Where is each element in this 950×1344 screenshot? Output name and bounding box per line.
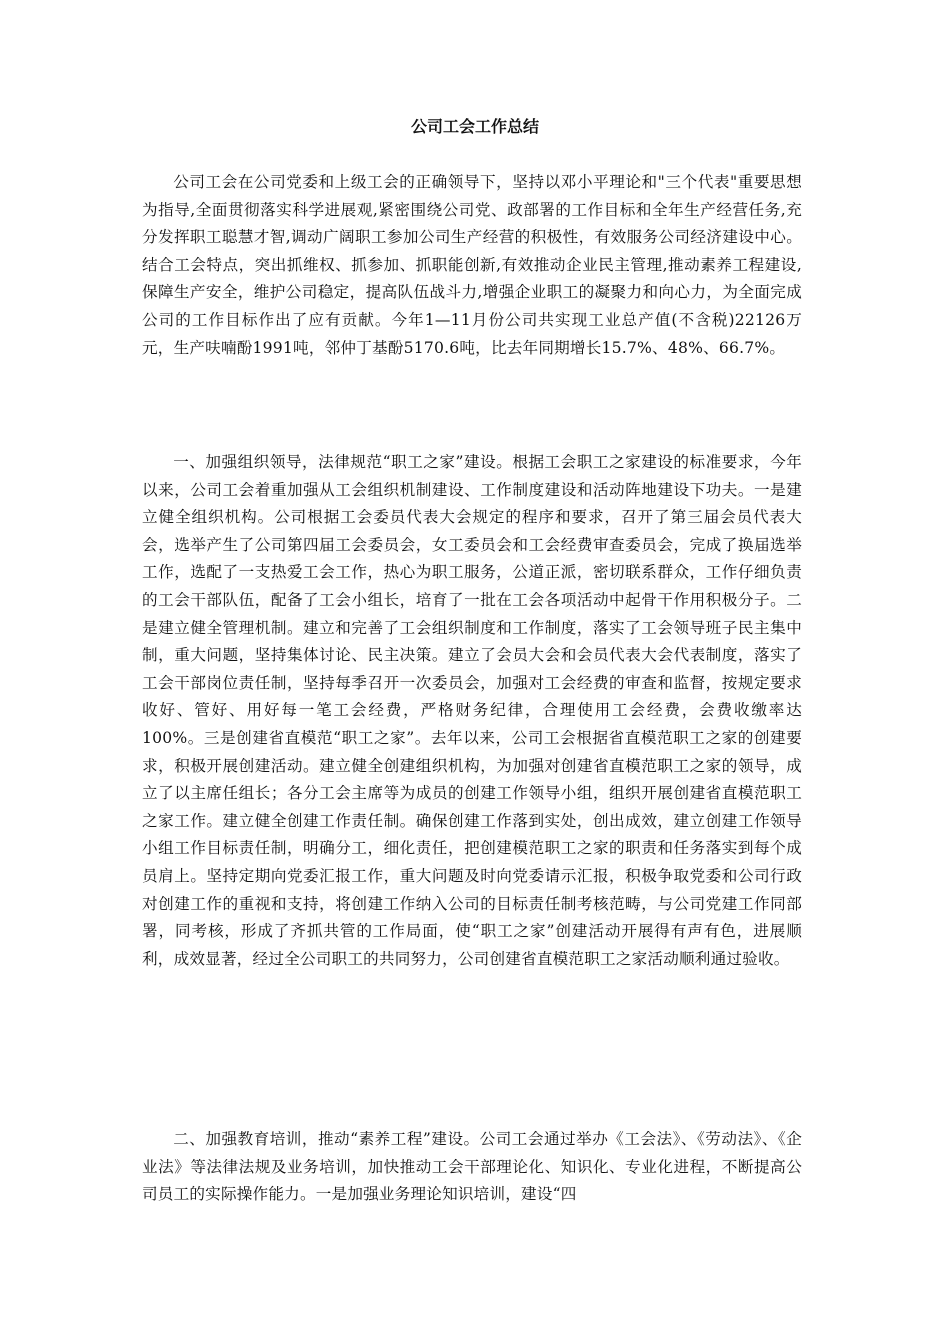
paragraph-section-one: 一、加强组织领导，法律规范“职工之家”建设。根据工会职工之家建设的标准要求，今年以来，公司工会着重加强从工会组织机制建设、工作制度建设和活动阵地建设下功夫。一是建立健全组织机构。公司根据工会委员代表大会规定的程序和要求，召开了第三届会员代表大会，选举产生了公司第四届工会委员会，女工委员会和工会经费审查委员会，完成了换届选举工作，选配了一支热爱工会工作，热心为职工服务，公道正派，密切联系群众，工作仔细负责的工会干部队伍，配备了工会小组长，培育了一批在工会各项活动中起骨干作用积极分子。二是建立健全管理机制。建立和完善了工会组织制度和工作制度，落实了工会领导班子民主集中制，重大问题，坚持集体讨论、民主决策。建立了会员大会和会员代表大会代表制度，落实了工会干部岗位责任制，坚持每季召开一次委员会，加强对工会经费的审查和监督，按规定要求收好、管好、用好每一笔工会经费，严格财务纪律，合理使用工会经费，会费收缴率达100%。三是创建省直模范“职工之家”。去年以来，公司工会根据省直模范职工之家的创建要求，积极开展创建活动。建立健全创建组织机构，为加强对创建省直模范职工之家的领导，成立了以主席任组长；各分工会主席等为成员的创建工作领导小组，组织开展创建省直模范职工之家工作。建立健全创建工作责任制。确保创建工作落到实处，创出成效，建立创建工作领导小组工作目标责任制，明确分工，细化责任，把创建模范职工之家的职责和任务落实到每个成员肩上。坚持定期向党委汇报工作，重大问题及时向党委请示汇报，积极争取党委和公司行政对创建工作的重视和支持，将创建工作纳入公司的目标责任制考核范畴，与公司党建工作同部署，同考核，形成了齐抓共管的工作局面，使“职工之家”创建活动开展得有声有色，进展顺利，成效显著，经过全公司职工的共同努力，公司创建省直模范职工之家活动顺利通过验收。: [142, 453, 802, 968]
paragraph-intro: 公司工会在公司党委和上级工会的正确领导下，坚持以邓小平理论和"三个代表"重要思想为指导,全面贯彻落实科学进展观,紧密围绕公司党、政部署的工作目标和全年生产经营任务,充分发挥职工聪慧才智,调动广阔职工参加公司生产经营的积极性，有效服务公司经济建设中心。结合工会特点，突出抓维权、抓参加、抓职能创新,有效推动企业民主管理,推动素养工程建设,保障生产安全，维护公司稳定，提高队伍战斗力,增强企业职工的凝聚力和向心力，为全面完成公司的工作目标作出了应有贡献。今年1—11月份公司共实现工业总产值(不含税)22126万元，生产呋喃酚1991吨，邻仲丁基酚5170.6吨，比去年同期增长15.7%、48%、66.7%。: [142, 173, 802, 357]
document-title: 公司工会工作总结: [410, 117, 539, 136]
paragraph-section-two: 二、加强教育培训，推动“素养工程”建设。公司工会通过举办《工会法》、《劳动法》、《企业法》等法律法规及业务培训，加快推动工会干部理论化、知识化、专业化进程，不断提高公司员工的实际操作能力。一是加强业务理论知识培训，建设“四: [142, 1130, 802, 1204]
